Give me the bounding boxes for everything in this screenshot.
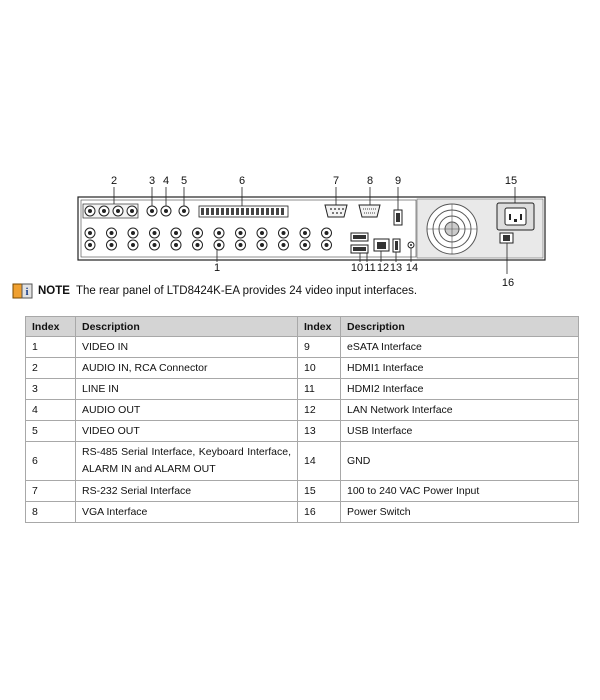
description-cell: USB Interface [341, 421, 579, 442]
svg-text:i: i [25, 286, 29, 298]
bnc-connector [300, 228, 310, 238]
vga-port [359, 205, 380, 217]
power-switch [500, 233, 513, 243]
audio-out-port [161, 206, 171, 216]
power-input-socket [497, 203, 534, 230]
callout-3: 3 [148, 175, 156, 187]
index-cell: 8 [26, 502, 76, 523]
callout-8: 8 [366, 175, 374, 187]
description-cell: RS-485 Serial Interface, Keyboard Interface, ALARM IN and ALARM OUT [76, 442, 298, 481]
callout-1: 1 [213, 262, 221, 274]
callout-15: 15 [504, 175, 518, 187]
bnc-connector [150, 240, 160, 250]
bnc-connector [257, 240, 267, 250]
note-book-icon [12, 283, 34, 299]
table-header-row [26, 317, 579, 337]
header-description-right: Description [341, 317, 579, 337]
note-label: NOTE [38, 285, 70, 297]
audio-in-ports [83, 204, 138, 218]
callout-13: 13 [389, 262, 403, 274]
video-out-port [179, 206, 189, 216]
description-cell: RS-232 Serial Interface [76, 481, 298, 502]
callout-16: 16 [501, 277, 515, 289]
bnc-connector [128, 228, 138, 238]
rear-panel-diagram [0, 0, 600, 300]
index-cell: 16 [298, 502, 341, 523]
bnc-connector [171, 228, 181, 238]
bnc-connector [257, 228, 267, 238]
bnc-connector [214, 228, 224, 238]
bnc-connector [150, 228, 160, 238]
callout-9: 9 [394, 175, 402, 187]
bnc-connector [322, 228, 332, 238]
description-cell: HDMI1 Interface [341, 358, 579, 379]
description-cell: AUDIO IN, RCA Connector [76, 358, 298, 379]
header-description-left: Description [76, 317, 298, 337]
bnc-connector [236, 240, 246, 250]
description-cell: LINE IN [76, 379, 298, 400]
callout-6: 6 [238, 175, 246, 187]
description-cell: eSATA Interface [341, 337, 579, 358]
interface-index-table [25, 316, 579, 523]
description-cell: LAN Network Interface [341, 400, 579, 421]
bnc-connector [279, 228, 289, 238]
line-in-port [147, 206, 157, 216]
bnc-connector [85, 240, 95, 250]
index-cell: 13 [298, 421, 341, 442]
index-cell: 4 [26, 400, 76, 421]
table-row [26, 379, 579, 400]
table-row [26, 481, 579, 502]
bnc-connector [322, 240, 332, 250]
bnc-connector [300, 240, 310, 250]
callout-4: 4 [162, 175, 170, 187]
bnc-connector [128, 240, 138, 250]
gnd-terminal [408, 242, 414, 248]
description-cell: HDMI2 Interface [341, 379, 579, 400]
index-cell: 10 [298, 358, 341, 379]
table-row [26, 400, 579, 421]
description-cell: GND [341, 442, 579, 481]
table-row [26, 502, 579, 523]
hdmi2-port [351, 245, 368, 253]
video-in-ports [85, 228, 332, 250]
note-line [12, 282, 417, 300]
description-cell: 100 to 240 VAC Power Input [341, 481, 579, 502]
table-row [26, 337, 579, 358]
bnc-connector [107, 228, 117, 238]
description-cell: Power Switch [341, 502, 579, 523]
index-cell: 12 [298, 400, 341, 421]
callout-14: 14 [405, 262, 419, 274]
index-cell: 14 [298, 442, 341, 481]
hdmi1-port [351, 233, 368, 241]
index-cell: 11 [298, 379, 341, 400]
description-cell: AUDIO OUT [76, 400, 298, 421]
table-row [26, 421, 579, 442]
index-cell: 5 [26, 421, 76, 442]
bnc-connector [107, 240, 117, 250]
bnc-connector [214, 240, 224, 250]
esata-port [394, 210, 402, 225]
index-cell: 15 [298, 481, 341, 502]
index-cell: 6 [26, 442, 76, 481]
description-cell: VGA Interface [76, 502, 298, 523]
index-cell: 1 [26, 337, 76, 358]
bnc-connector [193, 228, 203, 238]
description-cell: VIDEO IN [76, 337, 298, 358]
callout-12: 12 [376, 262, 390, 274]
index-cell: 7 [26, 481, 76, 502]
callout-10: 10 [350, 262, 364, 274]
bnc-connector [193, 240, 203, 250]
table-row [26, 442, 579, 481]
callout-11: 11 [364, 262, 376, 274]
note-text: The rear panel of LTD8424K-EA provides 24 video input interfaces. [75, 285, 418, 297]
rs232-port [325, 205, 347, 217]
description-cell: VIDEO OUT [76, 421, 298, 442]
header-index-right: Index [298, 317, 341, 337]
lan-port [374, 239, 389, 251]
terminal-block [199, 206, 288, 217]
callout-2: 2 [110, 175, 118, 187]
table-row [26, 358, 579, 379]
bnc-connector [236, 228, 246, 238]
index-cell: 2 [26, 358, 76, 379]
bnc-connector [171, 240, 181, 250]
index-cell: 9 [298, 337, 341, 358]
bnc-connector [85, 228, 95, 238]
callout-5: 5 [180, 175, 188, 187]
index-cell: 3 [26, 379, 76, 400]
bnc-connector [279, 240, 289, 250]
callout-7: 7 [332, 175, 340, 187]
usb-port [393, 239, 400, 252]
header-index-left: Index [26, 317, 76, 337]
